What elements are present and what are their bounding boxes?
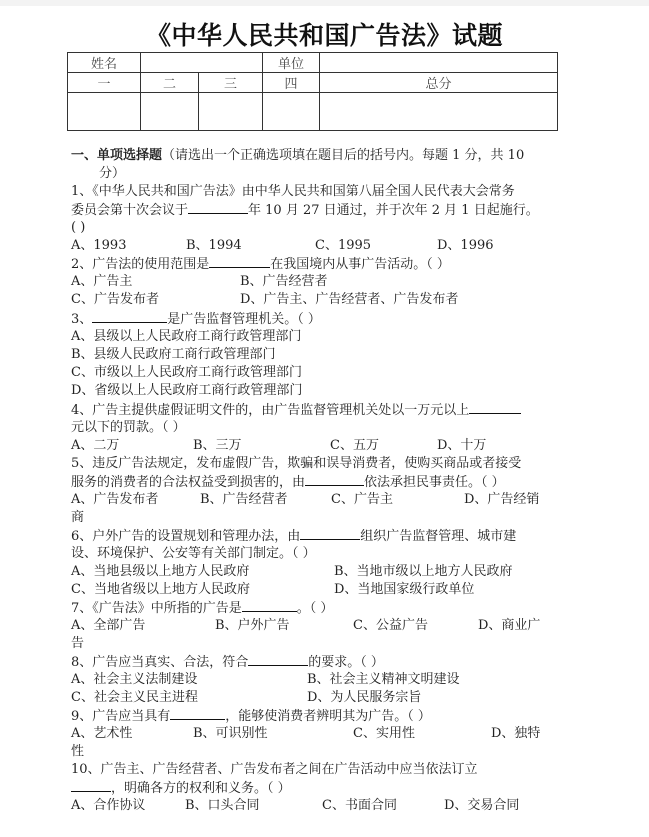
option-d[interactable]: D、省级以上人民政府工商行政管理部门	[71, 383, 303, 398]
question-4-text: 4、广告主提供虚假证明文件的，由广告监督管理机关处以一万元以上	[71, 403, 470, 418]
option-d-wrap: 商	[71, 510, 85, 525]
option-c[interactable]: C、广告主	[331, 492, 393, 507]
question-5-line-1: 5、违反广告法规定，发布虚假广告，欺骗和误导消费者，使购买商品或者接受	[71, 456, 522, 471]
question-5-text: 服务的消费者的合法权益受到损害的，由	[71, 475, 306, 490]
question-8	[71, 653, 384, 672]
exam-title: 《中华人民共和国广告法》试题	[145, 21, 503, 50]
section-instruction: （请选出一个正确选项填在题目后的括号内。每题 1 分，共 10	[162, 148, 525, 163]
score-table	[67, 52, 558, 131]
option-b[interactable]: B、社会主义精神文明建设	[307, 672, 460, 687]
section-heading	[71, 147, 524, 165]
answer-blank[interactable]	[242, 599, 297, 612]
option-b[interactable]: B、县级人民政府工商行政管理部门	[71, 347, 276, 362]
option-b[interactable]: B、广告经营者	[240, 274, 328, 289]
question-2	[71, 255, 450, 274]
question-10-text-cont: ，明确各方的权利和义务。（ ）	[111, 781, 291, 796]
option-d[interactable]: D、广告经销	[464, 492, 540, 507]
option-d[interactable]: D、十万	[437, 438, 487, 453]
option-d[interactable]: D、独特	[491, 726, 541, 741]
unit-field[interactable]	[320, 53, 558, 73]
option-a[interactable]: A、合作协议	[71, 798, 146, 813]
option-c[interactable]: C、市级以上人民政府工商行政管理部门	[71, 365, 302, 380]
answer-blank[interactable]	[188, 201, 248, 214]
option-b[interactable]: B、广告经营者	[200, 492, 288, 507]
score-cell-4[interactable]	[263, 93, 320, 131]
question-4-line-2: 元以下的罚款。（ ）	[71, 420, 186, 435]
question-3	[71, 310, 321, 329]
question-5-line-2	[71, 473, 505, 492]
name-field[interactable]	[141, 53, 263, 73]
name-label: 姓名	[68, 53, 141, 73]
option-a[interactable]: A、艺术性	[71, 726, 133, 741]
answer-blank[interactable]	[469, 401, 521, 414]
option-b[interactable]: B、户外广告	[215, 618, 290, 633]
question-7-text-cont: 。（ ）	[296, 601, 334, 616]
option-c[interactable]: C、公益广告	[353, 618, 428, 633]
question-8-text: 8、广告应当真实、合法，符合	[71, 655, 249, 670]
question-2-text: 2、广告法的使用范围是	[71, 257, 210, 272]
option-d[interactable]: D、为人民服务宗旨	[307, 690, 422, 705]
score-cell-total[interactable]	[320, 93, 558, 131]
answer-blank[interactable]	[248, 653, 308, 666]
option-a[interactable]: A、全部广告	[71, 618, 146, 633]
question-1-line-2	[71, 201, 539, 220]
option-c[interactable]: C、实用性	[353, 726, 415, 741]
answer-blank[interactable]	[209, 255, 270, 268]
question-9	[71, 707, 431, 726]
question-3-text: 3、	[71, 312, 93, 327]
question-9-text: 9、广告应当具有	[71, 709, 171, 724]
question-10-line-1: 10、广告主、广告经营者、广告发布者之间在广告活动中应当依法订立	[71, 762, 478, 777]
question-1-text-cont: 年 10 月 27 日通过，并于次年 2 月 1 日起施行。	[248, 203, 539, 218]
option-c[interactable]: C、1995	[315, 238, 372, 253]
option-c[interactable]: C、广告发布者	[71, 292, 159, 307]
answer-blank[interactable]	[170, 707, 225, 720]
question-1-answer-bracket[interactable]: ( )	[71, 220, 86, 235]
option-d[interactable]: D、商业广	[478, 618, 541, 633]
question-6-text: 6、户外广告的设置规划和管理办法，由	[71, 529, 301, 544]
unit-label: 单位	[263, 53, 320, 73]
question-5-text-cont: 依法承担民事责任。（ ）	[364, 475, 505, 490]
option-a[interactable]: A、广告主	[71, 274, 133, 289]
option-c[interactable]: C、五万	[330, 438, 379, 453]
question-3-text-cont: 是广告监督管理机关。（ ）	[167, 312, 321, 327]
question-1-text: 委员会第十次会议于	[71, 203, 189, 218]
answer-blank[interactable]	[300, 527, 360, 540]
score-cell-1[interactable]	[68, 93, 141, 131]
question-6-line-2: 设、环境保护、公安等有关部门制定。（ ）	[71, 546, 316, 561]
score-header-3: 三	[199, 73, 263, 93]
answer-blank[interactable]	[92, 310, 167, 323]
question-7-text: 7、《广告法》中所指的广告是	[71, 601, 242, 616]
question-7	[71, 599, 333, 618]
option-d[interactable]: D、交易合同	[444, 798, 520, 813]
question-6-text-cont: 组织广告监督管理、城市建	[360, 529, 517, 544]
question-1-line-1: 1、《中华人民共和国广告法》由中华人民共和国第八届全国人民代表大会常务	[71, 184, 515, 199]
question-6-line-1	[71, 527, 516, 546]
question-8-text-cont: 的要求。（ ）	[308, 655, 384, 670]
question-9-text-cont: ，能够使消费者辨明其为广告。（ ）	[225, 709, 431, 724]
score-header-total: 总分	[320, 73, 558, 93]
option-d-wrap: 性	[71, 744, 85, 759]
option-b[interactable]: B、当地市级以上地方人民政府	[334, 564, 513, 579]
score-cell-2[interactable]	[141, 93, 199, 131]
option-b[interactable]: B、口头合同	[185, 798, 260, 813]
score-cell-3[interactable]	[199, 93, 263, 131]
option-d[interactable]: D、1996	[437, 238, 494, 253]
option-c[interactable]: C、社会主义民主进程	[71, 690, 198, 705]
option-b[interactable]: B、三万	[193, 438, 242, 453]
option-a[interactable]: A、县级以上人民政府工商行政管理部门	[71, 329, 302, 344]
answer-blank[interactable]	[71, 779, 111, 792]
question-4-line-1	[71, 401, 521, 420]
option-a[interactable]: A、1993	[71, 238, 127, 253]
section-title: 一、单项选择题	[71, 148, 163, 163]
option-b[interactable]: B、可识别性	[193, 726, 268, 741]
option-c[interactable]: C、书面合同	[322, 798, 397, 813]
option-d[interactable]: D、当地国家级行政单位	[334, 582, 475, 597]
option-d[interactable]: D、广告主、广告经营者、广告发布者	[240, 292, 459, 307]
page-top-strip	[0, 0, 649, 6]
answer-blank[interactable]	[305, 473, 364, 486]
option-a[interactable]: A、二万	[71, 438, 120, 453]
option-c[interactable]: C、当地省级以上地方人民政府	[71, 582, 250, 597]
section-instruction-cont: 分）	[99, 166, 126, 181]
question-10-line-2	[71, 779, 291, 798]
option-b[interactable]: B、1994	[186, 238, 242, 253]
score-header-2: 二	[141, 73, 199, 93]
question-2-text-cont: 在我国境内从事广告活动。（ ）	[270, 257, 450, 272]
option-a[interactable]: A、当地县级以上地方人民政府	[71, 564, 250, 579]
score-header-1: 一	[68, 73, 141, 93]
option-a[interactable]: A、社会主义法制建设	[71, 672, 198, 687]
score-header-4: 四	[263, 73, 320, 93]
option-d-wrap: 告	[71, 636, 85, 651]
option-a[interactable]: A、广告发布者	[71, 492, 159, 507]
